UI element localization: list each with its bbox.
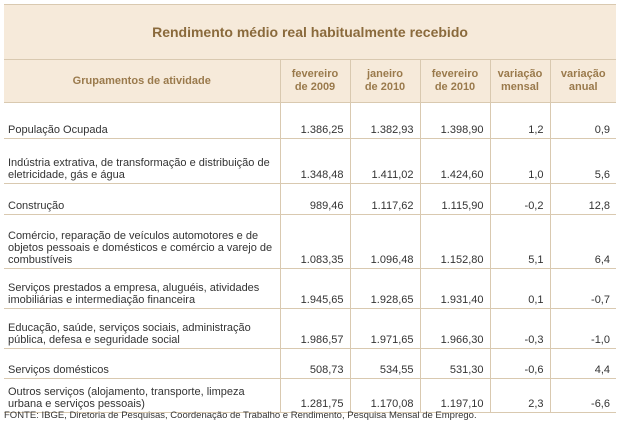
table-row [4,103,616,139]
income-table-container [4,4,616,413]
value-cell: 1.152,80 [420,215,490,269]
value-cell: 1.096,48 [350,215,420,269]
column-header: fevereiro de 2010 [420,60,490,103]
value-cell: 1.928,65 [350,269,420,309]
activity-label: Construção [4,184,280,215]
value-cell: 1.411,02 [350,139,420,184]
value-cell: 5,1 [490,215,550,269]
value-cell: 1.115,90 [420,184,490,215]
value-cell: 6,4 [550,215,616,269]
value-cell: 0,1 [490,269,550,309]
value-cell: -0,6 [490,349,550,379]
value-cell: -6,6 [550,379,616,413]
value-cell: 1.197,10 [420,379,490,413]
table-title: Rendimento médio real habitualmente recebido [152,24,468,40]
table-row [4,309,616,349]
activity-label: Serviços prestados a empresa, aluguéis, atividades imobiliárias e intermediação financeira [4,269,280,309]
table-body [4,103,616,413]
activity-label: População Ocupada [4,103,280,139]
table-row [4,349,616,379]
value-cell: 12,8 [550,184,616,215]
value-cell: 1,0 [490,139,550,184]
header-row [4,60,616,103]
value-cell: -0,2 [490,184,550,215]
value-cell: 1.281,75 [280,379,350,413]
value-cell: 1.083,35 [280,215,350,269]
income-table [4,60,616,413]
value-cell: 2,3 [490,379,550,413]
value-cell: -1,0 [550,309,616,349]
activity-label: Indústria extrativa, de transformação e distribuição de eletricidade, gás e água [4,139,280,184]
value-cell: 508,73 [280,349,350,379]
value-cell: 989,46 [280,184,350,215]
value-cell: 534,55 [350,349,420,379]
value-cell: 1.382,93 [350,103,420,139]
value-cell: 1.945,65 [280,269,350,309]
table-title-bar [4,4,616,60]
value-cell: 4,4 [550,349,616,379]
value-cell: -0,3 [490,309,550,349]
value-cell: 5,6 [550,139,616,184]
activity-label: Comércio, reparação de veículos automotores e de objetos pessoais e domésticos e comércio a varejo de combustíveis [4,215,280,269]
value-cell: 1.986,57 [280,309,350,349]
column-header: variação mensal [490,60,550,103]
table-row [4,139,616,184]
value-cell: 531,30 [420,349,490,379]
value-cell: 1.386,25 [280,103,350,139]
column-header: janeiro de 2010 [350,60,420,103]
column-header: variação anual [550,60,616,103]
table-row [4,379,616,413]
value-cell: 1.170,08 [350,379,420,413]
value-cell: 1.398,90 [420,103,490,139]
value-cell: 1.971,65 [350,309,420,349]
value-cell: 1,2 [490,103,550,139]
activity-label: Serviços domésticos [4,349,280,379]
table-row [4,269,616,309]
column-header-activity: Grupamentos de atividade [4,60,280,103]
column-header: fevereiro de 2009 [280,60,350,103]
value-cell: 0,9 [550,103,616,139]
value-cell: 1.424,60 [420,139,490,184]
value-cell: -0,7 [550,269,616,309]
activity-label: Educação, saúde, serviços sociais, administração pública, defesa e seguridade social [4,309,280,349]
source-note: FONTE: IBGE, Diretoria de Pesquisas, Coordenação de Trabalho e Rendimento, Pesquisa Mensal de Emprego. [4,410,477,421]
value-cell: 1.966,30 [420,309,490,349]
table-row [4,184,616,215]
value-cell: 1.117,62 [350,184,420,215]
table-header [4,60,616,103]
table-row [4,215,616,269]
value-cell: 1.931,40 [420,269,490,309]
value-cell: 1.348,48 [280,139,350,184]
activity-label: Outros serviços (alojamento, transporte, limpeza urbana e serviços pessoais) [4,379,280,413]
